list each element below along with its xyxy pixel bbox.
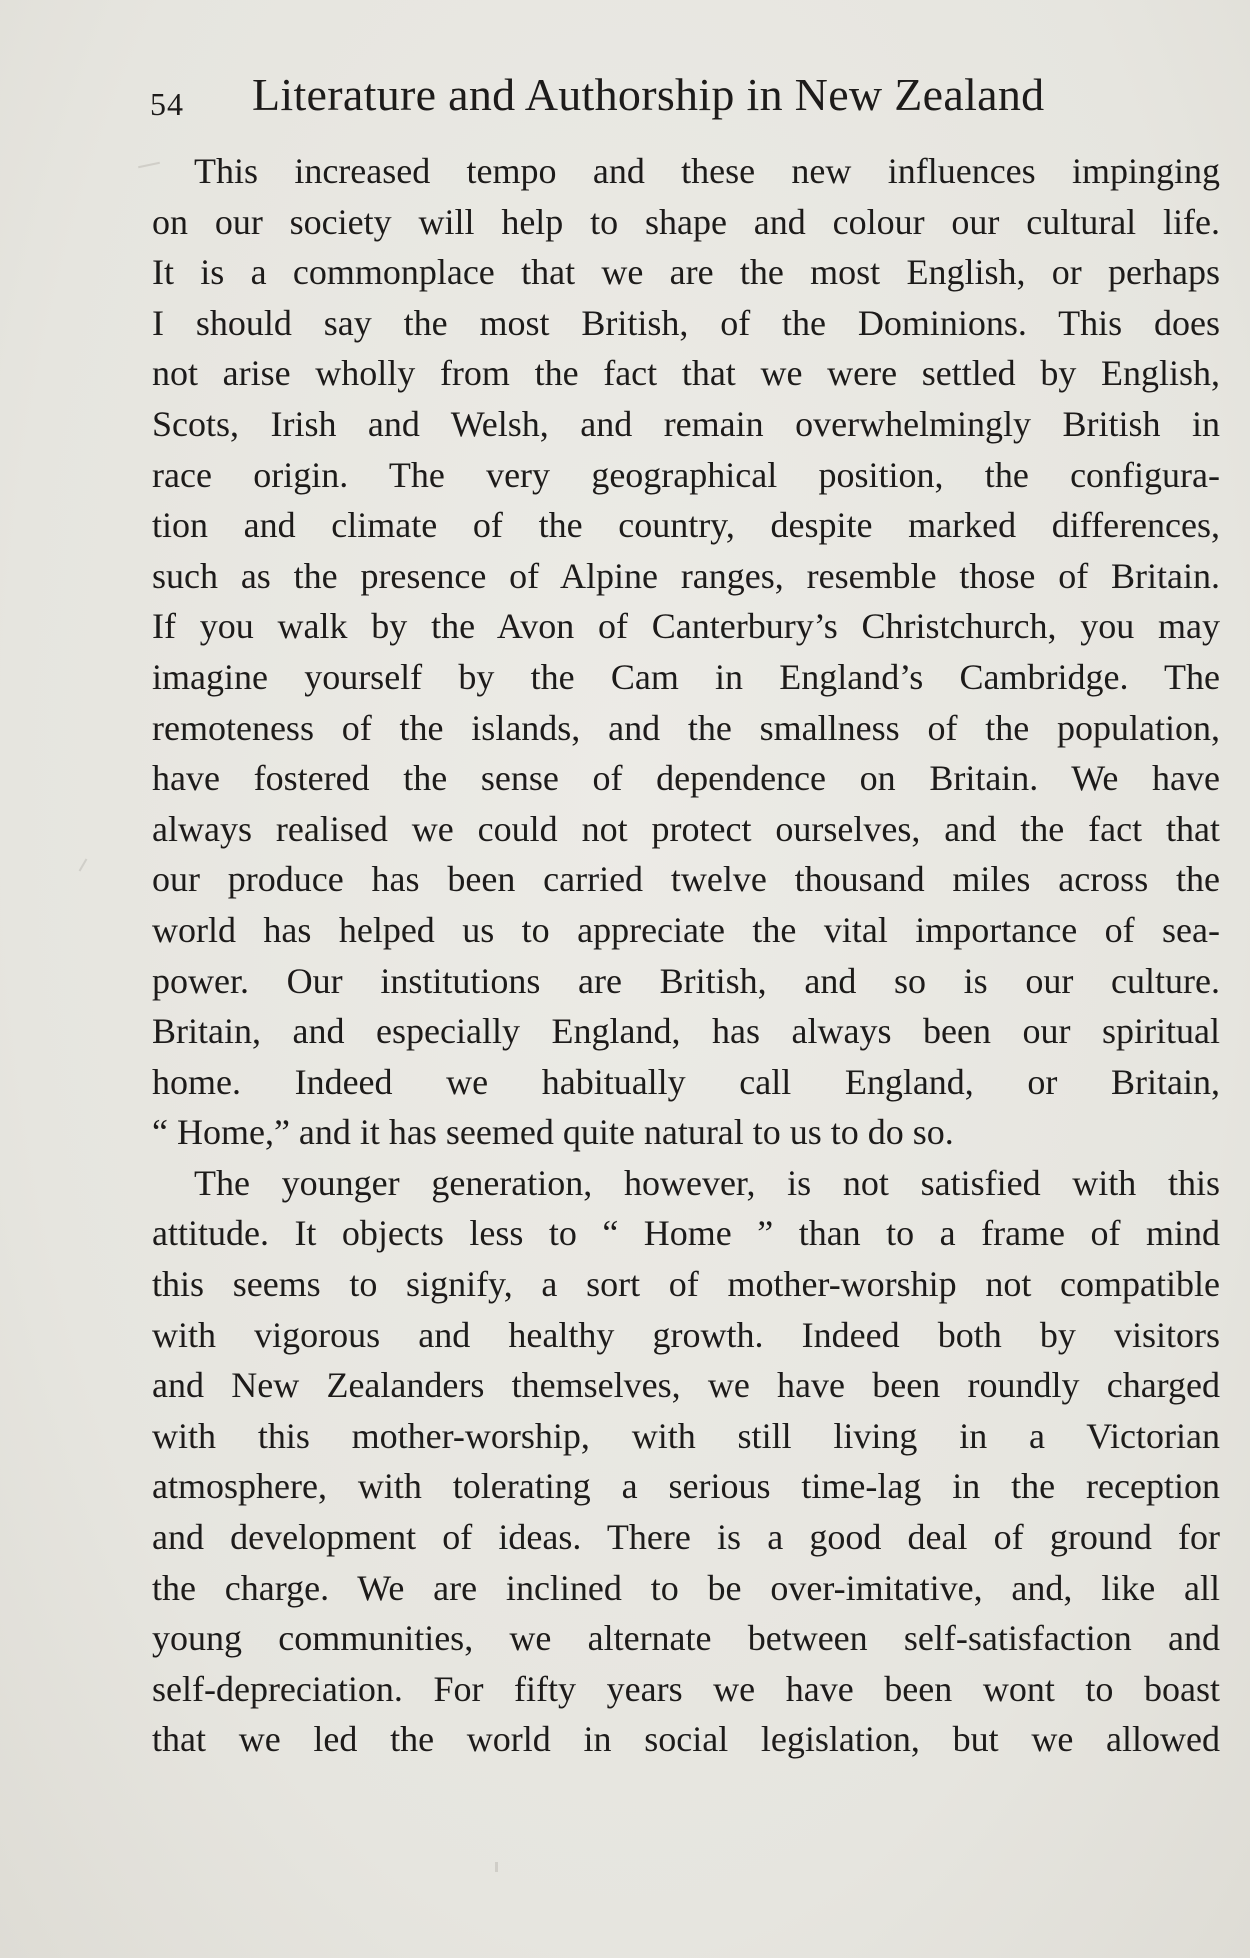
text-line: that we led the world in social legislation, but we allowed	[152, 1719, 1220, 1760]
text-line: self-depreciation. For fifty years we have been wont to boast	[152, 1668, 1220, 1709]
page-number: 54	[150, 86, 184, 122]
text-line: young communities, we alternate between self-satisfaction and	[152, 1618, 1220, 1659]
paper-speck	[495, 1862, 498, 1872]
text-line: Scots, Irish and Welsh, and remain overwhelmingly British in	[152, 403, 1220, 444]
text-line: race origin. The very geographical position, the configura-	[152, 454, 1220, 495]
text-line: atmosphere, with tolerating a serious time-lag in the reception	[152, 1466, 1220, 1507]
text-line: remoteness of the islands, and the smallness of the population,	[152, 707, 1220, 748]
text-line: Britain, and especially England, has always been our spiritual	[152, 1011, 1220, 1052]
text-line: world has helped us to appreciate the vital importance of sea-	[152, 909, 1220, 950]
text-line: power. Our institutions are British, and so is our culture.	[152, 960, 1220, 1001]
text-line: “ Home,” and it has seemed quite natural to us to do so.	[152, 1112, 954, 1153]
text-line: This increased tempo and these new influences impinging	[194, 151, 1220, 191]
text-line: and New Zealanders themselves, we have been roundly charged	[152, 1365, 1220, 1406]
paragraph-1	[152, 146, 1220, 1158]
text-line: I should say the most British, of the Dominions. This does	[152, 302, 1220, 343]
text-line: the charge. We are inclined to be over-imitative, and, like all	[152, 1567, 1220, 1608]
text-line: our produce has been carried twelve thousand miles across the	[152, 859, 1220, 900]
text-line: with vigorous and healthy growth. Indeed both by visitors	[152, 1314, 1220, 1355]
text-line: imagine yourself by the Cam in England’s Cambridge. The	[152, 656, 1220, 697]
paper-speck	[79, 858, 88, 871]
text-line: always realised we could not protect ourselves, and the fact that	[152, 808, 1220, 849]
text-line: It is a commonplace that we are the most English, or perhaps	[152, 252, 1220, 293]
running-title: Literature and Authorship in New Zealand	[252, 69, 1045, 120]
text-line: have fostered the sense of dependence on Britain. We have	[152, 758, 1220, 799]
page-header	[150, 66, 1220, 126]
paragraph-2	[152, 1158, 1220, 1765]
text-line: such as the presence of Alpine ranges, resemble those of Britain.	[152, 555, 1220, 596]
text-line: on our society will help to shape and colour our cultural life.	[152, 201, 1220, 242]
text-line: this seems to signify, a sort of mother-worship not compatible	[152, 1264, 1220, 1305]
text-line: tion and climate of the country, despite marked differences,	[152, 505, 1220, 546]
text-line: with this mother-worship, with still living in a Victorian	[152, 1415, 1220, 1456]
text-line: If you walk by the Avon of Canterbury’s Christchurch, you may	[152, 606, 1220, 647]
text-line: The younger generation, however, is not satisfied with this	[194, 1162, 1220, 1203]
text-line: home. Indeed we habitually call England, or Britain,	[152, 1061, 1220, 1102]
text-line: and development of ideas. There is a good deal of ground for	[152, 1517, 1220, 1558]
body-text	[152, 146, 1220, 1765]
text-line: not arise wholly from the fact that we were settled by English,	[152, 353, 1220, 394]
text-line: attitude. It objects less to “ Home ” than to a frame of mind	[152, 1213, 1220, 1254]
